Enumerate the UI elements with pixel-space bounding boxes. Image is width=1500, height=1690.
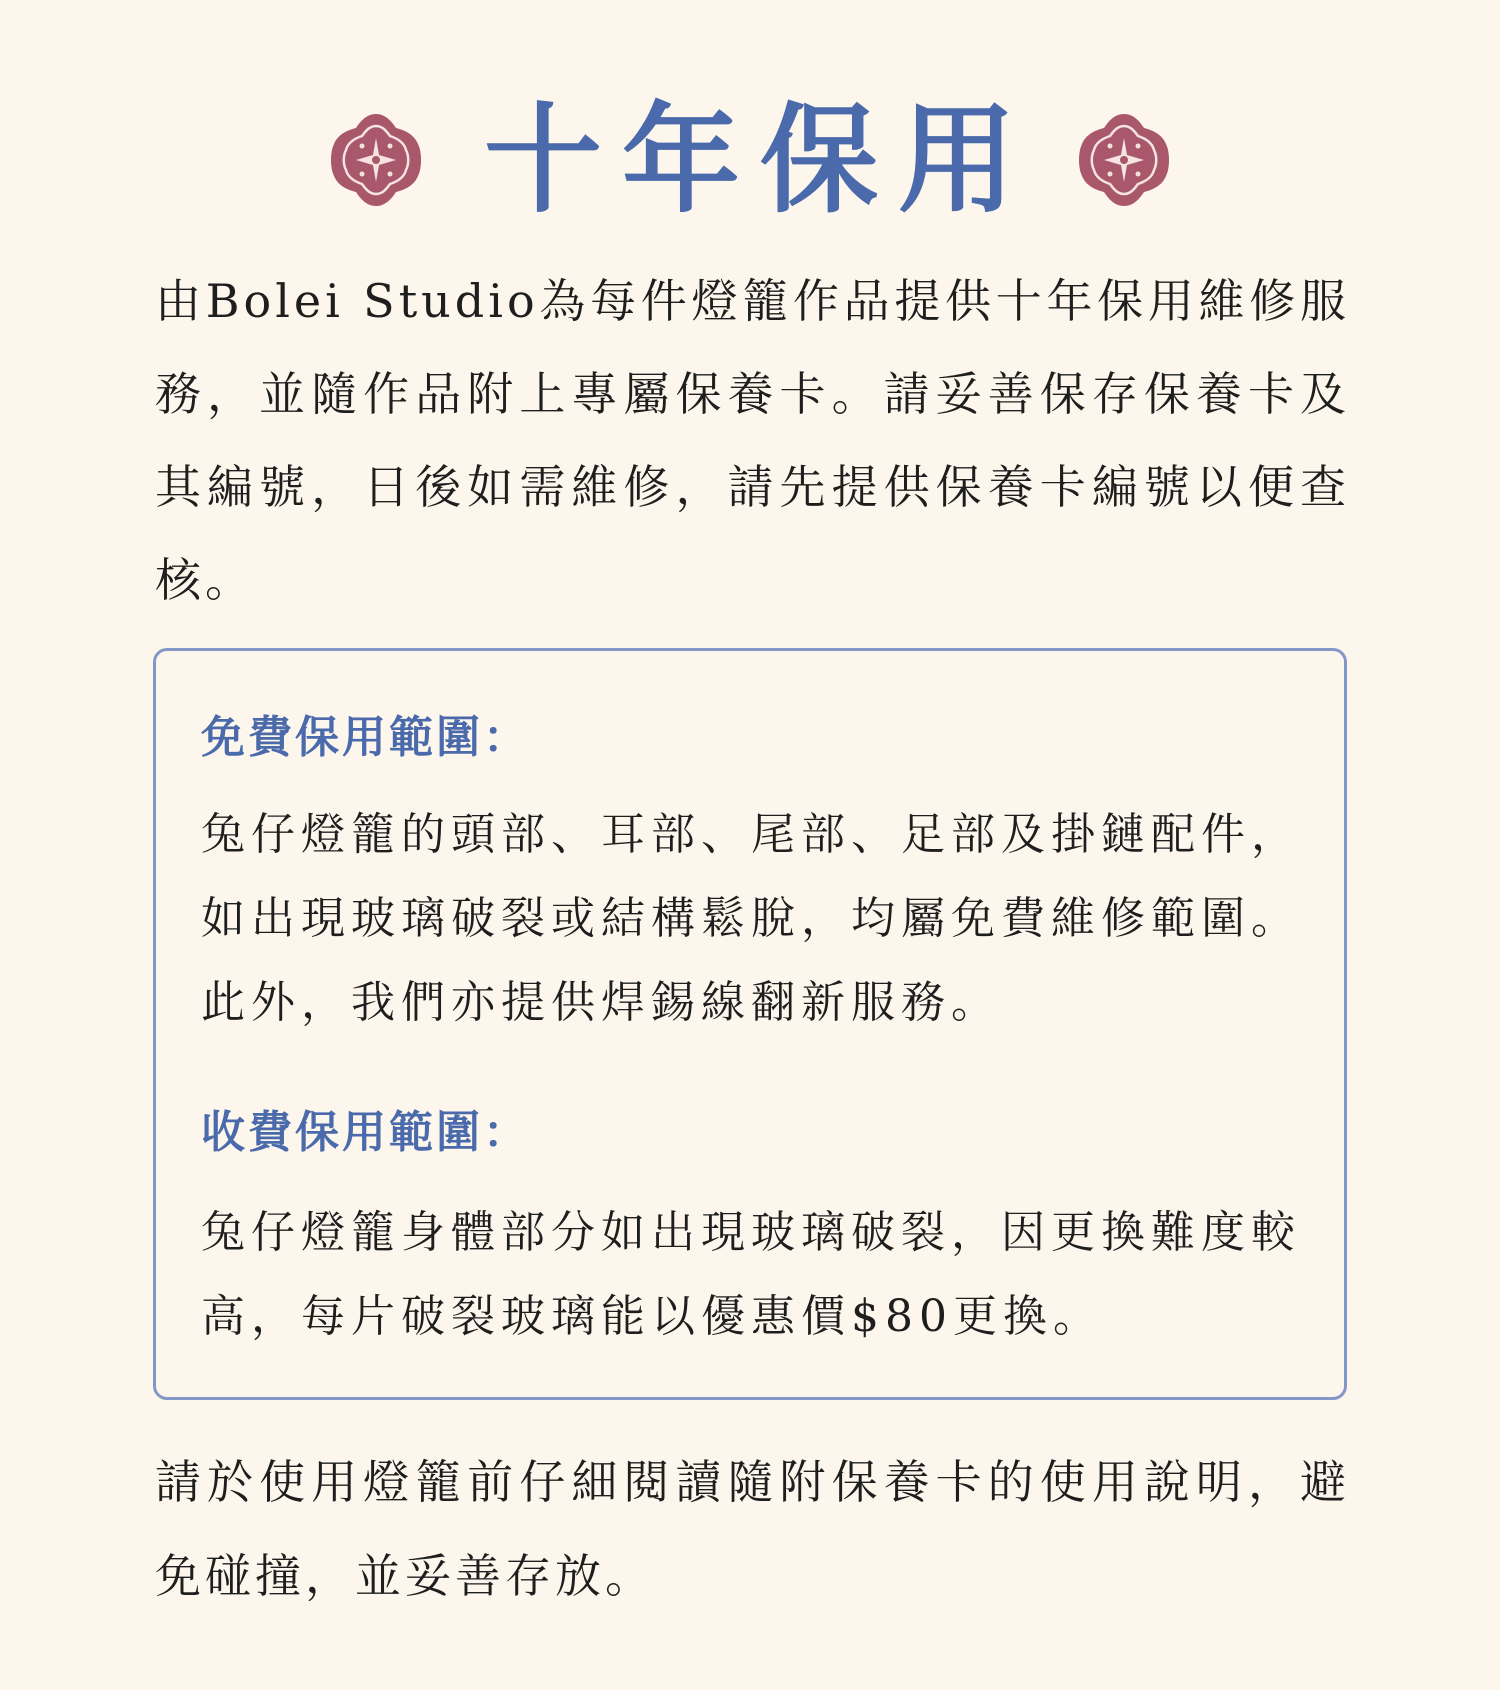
intro-paragraph: 由Bolei Studio為每件燈籠作品提供十年保用維修服務，並隨作品附上專屬保養卡。請妥善保存保養卡及其編號，日後如需維修，請先提供保養卡編號以便查核。 <box>155 274 1350 607</box>
page-title: 十年保用 <box>483 90 1036 229</box>
header <box>0 90 1500 229</box>
free-coverage-text: 兔仔燈籠的頭部、耳部、尾部、足部及掛鏈配件，如出現玻璃破裂或結構鬆脫，均屬免費維修範圍。此外，我們亦提供焊錫線翻新服務。 <box>201 809 1301 1028</box>
floral-medallion-icon <box>326 110 426 210</box>
free-coverage-heading: 免費保用範圍： <box>201 712 530 763</box>
outro-paragraph: 請於使用燈籠前仔細閱讀隨附保養卡的使用說明，避免碰撞，並妥善存放。 <box>155 1455 1350 1603</box>
floral-medallion-icon <box>1074 110 1174 210</box>
paid-coverage-heading: 收費保用範圍： <box>201 1107 530 1158</box>
coverage-box <box>153 648 1347 1400</box>
paid-coverage-text: 兔仔燈籠身體部分如出現玻璃破裂，因更換難度較高，每片破裂玻璃能以優惠價$80更換。 <box>201 1207 1301 1342</box>
